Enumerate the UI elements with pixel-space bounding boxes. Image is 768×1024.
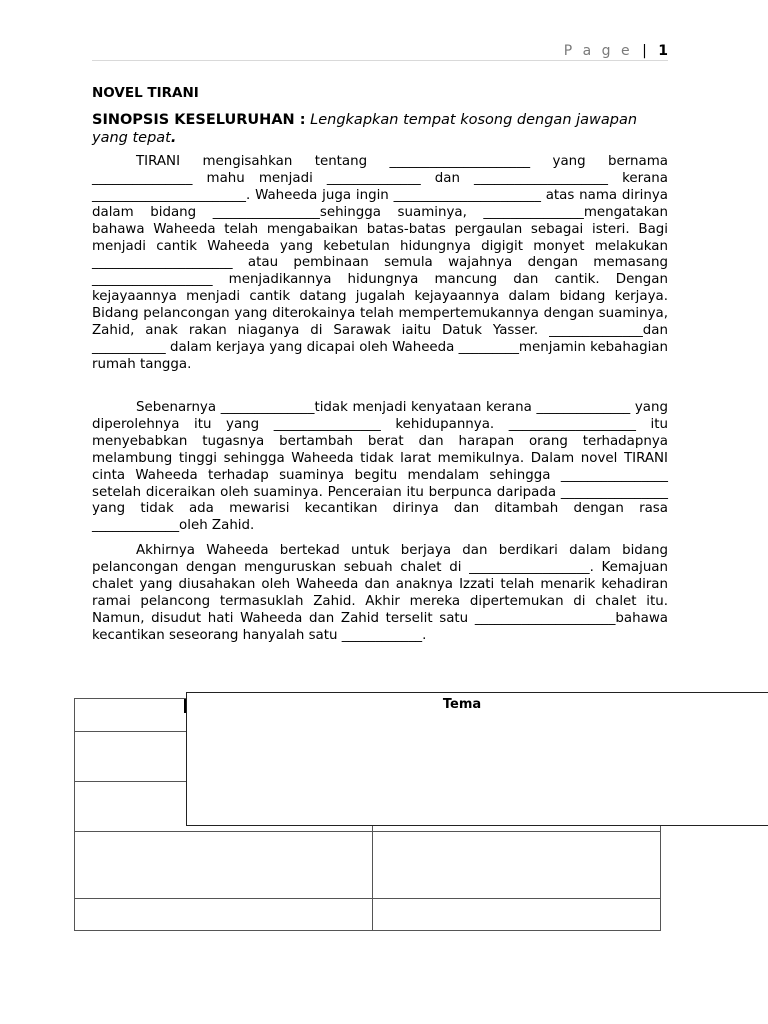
paragraph-1-text: mengisahkan tentang _____________________ yang bernama _______________ mahu menjadi ______________ dan ____________________ kerana _______________________. Waheeda juga ingin ______________________ atas nama dirinya dalam bidang ________________sehingga suaminya, _______________mengatakan bahawa Waheeda telah mengabaikan batas-batas pergaulan sebagai isteri. Bagi menjadi cantik Waheeda yang kebetulan hidungnya digigit monyet melakukan _____________________ atau pembinaan semula wajahnya dengan memasang __________________ menjadikannya hidungnya mancung dan cantik. Dengan kejayaannya menjadi cantik datang jugalah kejayaannya dalam bidang kerjaya. Bidang pelancongan yang diterokainya telah mempertemukannya dengan suaminya, Zahid, anak rakan niaganya di Sarawak iaitu Datuk Yasser. ______________dan ___________ dalam kerjaya yang dicapai oleh Waheeda _________menjamin kebahagian rumah tangga. (92, 154, 668, 372)
paragraph-2-first-word: Sebenarnya (136, 400, 217, 415)
page-header (564, 43, 668, 59)
paragraph-3-text: Waheeda bertekad untuk berjaya dan berdikari dalam bidang pelancongan dengan menguruskan sebuah chalet di __________________. Kemajuan chalet yang diusahakan oleh Waheeda dan anaknya Izzati telah menarik kehadiran ramai pelancong termasuklah Zahid. Akhir mereka dipertemukan di chalet itu. Namun, disudut hati Waheeda dan Zahid terselit satu _____________________bahawa kecantikan seseorang hanyalah satu ____________. (92, 543, 668, 643)
tema-label: Tema (442, 697, 482, 712)
header-divider (92, 60, 668, 61)
synopsis-label: SINOPSIS KESELURUHAN : (92, 112, 306, 128)
table-row (75, 832, 661, 899)
document-title: NOVEL TIRANI (92, 85, 199, 101)
paragraph-1-first-word: TIRANI (136, 154, 181, 169)
page-separator: | (642, 43, 647, 59)
table-row (75, 899, 661, 931)
page-number: 1 (658, 43, 668, 59)
synopsis-instruction: Lengkapkan tempat kosong dengan jawapan yang tepat. (92, 112, 638, 146)
table-cell[interactable] (373, 899, 661, 931)
synopsis-paragraph-2 (92, 400, 668, 535)
synopsis-heading (92, 111, 668, 147)
tema-panel (186, 692, 768, 826)
synopsis-paragraph-3 (92, 543, 668, 644)
table-cell[interactable] (75, 899, 373, 931)
page-label: P a g e (563, 43, 633, 59)
table-cell[interactable] (373, 832, 661, 899)
table-cell[interactable] (75, 832, 373, 899)
paragraph-2-text: ______________tidak menjadi kenyataan kerana ______________ yang diperolehnya itu yang ________________ kehidupannya. ___________________ itu menyebabkan tugasnya bertambah berat dan harapan orang terhadapnya melambung tinggi sehingga Waheeda tidak larat memikulnya. Dalam novel TIRANI cinta Waheeda terhadap suaminya begitu mendalam sehingga ________________ setelah diceraikan oleh suaminya. Penceraian itu berpunca daripada ________________ yang tidak ada mewarisi kecantikan dirinya dan ditambah dengan rasa _____________oleh Zahid. (92, 400, 668, 534)
synopsis-paragraph-1 (92, 154, 668, 374)
paragraph-3-first-word: Akhirnya (136, 543, 196, 558)
